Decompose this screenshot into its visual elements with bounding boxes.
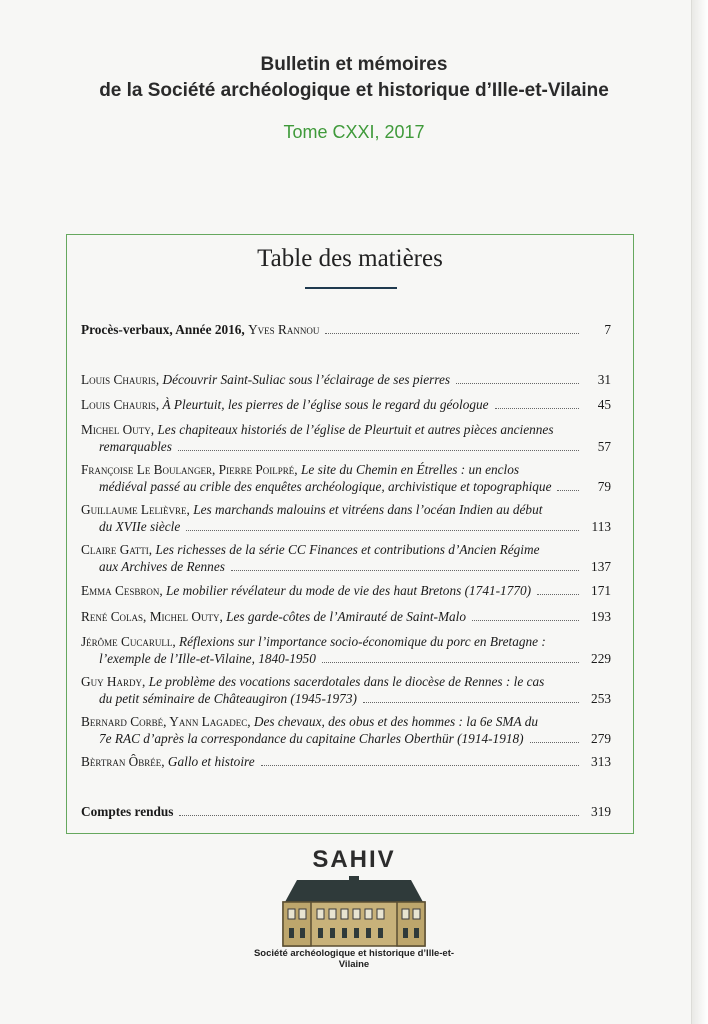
entry-title-cont: du petit séminaire de Châteaugiron (1945-1973) — [99, 691, 357, 706]
toc-entry — [81, 713, 611, 747]
entry-title-cont: du XVIIe siècle — [99, 519, 181, 534]
toc-entry-comptes-rendus — [81, 803, 611, 820]
entry-author: Bèrtran Ôbrée, — [81, 754, 165, 769]
leader-dots — [186, 529, 579, 531]
publication-header — [0, 52, 708, 143]
entry-title: Gallo et histoire — [167, 754, 255, 769]
leader-dots — [557, 489, 579, 491]
toc-entry — [81, 461, 611, 495]
leader-dots — [363, 701, 579, 703]
toc-entry — [81, 633, 611, 667]
leader-dots — [495, 407, 579, 409]
entry-author: Michel Outy, — [81, 422, 155, 437]
entry-author: Bernard Corbé, Yann Lagadec, — [81, 714, 251, 729]
entry-title: Le mobilier révélateur du mode de vie des haut Bretons (1741-1770) — [165, 583, 532, 598]
entry-page: 113 — [591, 519, 611, 534]
bulletin-title: Bulletin et mémoires — [260, 54, 448, 75]
sahiv-logo — [244, 846, 464, 976]
leader-dots — [231, 569, 579, 571]
leader-dots — [179, 814, 579, 816]
entry-page: 279 — [591, 731, 611, 746]
toc-entry — [81, 582, 611, 599]
entry-author: René Colas, Michel Outy, — [81, 609, 223, 624]
entry-author: Louis Chauris, — [81, 372, 160, 387]
entry-title-cont: aux Archives de Rennes — [99, 559, 225, 574]
entry-title-cont: l’exemple de l’Ille-et-Vilaine, 1840-1950 — [99, 651, 316, 666]
toc-entry — [81, 501, 611, 535]
entry-page: 79 — [597, 479, 611, 494]
entry-title: Découvrir Saint-Suliac sous l’éclairage de ses pierres — [162, 372, 451, 387]
leader-dots — [537, 593, 579, 595]
entry-page: 253 — [591, 691, 611, 706]
society-title: de la Société archéologique et historique d’Ille-et-Vilaine — [99, 80, 609, 101]
entry-title-cont: médiéval passé au crible des enquêtes archéologique, archivistique et topographique — [99, 479, 552, 494]
entry-title-cont: 7e RAC d’après la correspondance du capitaine Charles Oberthür (1914-1918) — [99, 731, 524, 746]
leader-dots — [472, 619, 579, 621]
toc-entry-proces-verbaux — [81, 321, 611, 338]
logo-subtitle: Société archéologique et historique d’Ille-et-Vilaine — [253, 948, 455, 970]
entry-title: Réflexions sur l’importance socio-économique du porc en Bretagne : — [179, 634, 546, 649]
toc-entry — [81, 753, 611, 770]
entry-author: Françoise Le Boulanger, Pierre Poilpré, — [81, 462, 298, 477]
entry-title: Les marchands malouins et vitréens dans l’océan Indien au début — [193, 502, 543, 517]
entry-title: Les richesses de la série CC Finances et contributions d’Ancien Régime — [155, 542, 540, 557]
tome-label: Tome CXXI, 2017 — [283, 122, 425, 142]
entry-page: 319 — [591, 804, 611, 819]
building-icon — [279, 876, 429, 948]
entry-title: Comptes rendus — [81, 804, 174, 819]
logo-wordmark: SAHIV — [312, 846, 396, 873]
toc-entry — [81, 371, 611, 388]
entry-title: Procès-verbaux, Année 2016, — [81, 322, 245, 337]
table-of-contents — [66, 234, 634, 834]
toc-entry — [81, 541, 611, 575]
title-rule — [305, 287, 397, 289]
entry-author: Guy Hardy, — [81, 674, 146, 689]
entry-title: À Pleurtuit, les pierres de l’église sous le regard du géologue — [162, 397, 489, 412]
entry-title: Le site du Chemin en Étrelles : un enclos — [300, 462, 520, 477]
entry-author: Louis Chauris, — [81, 397, 160, 412]
toc-entry — [81, 396, 611, 413]
leader-dots — [456, 382, 579, 384]
leader-dots — [261, 764, 579, 766]
entry-page: 313 — [591, 754, 611, 769]
leader-dots — [530, 741, 579, 743]
leader-dots — [178, 449, 579, 451]
page-edge — [691, 0, 708, 1024]
toc-entry — [81, 673, 611, 707]
entry-page: 45 — [597, 397, 611, 412]
entry-author: Yves Rannou — [248, 322, 320, 337]
entry-title: Le problème des vocations sacerdotales dans le diocèse de Rennes : le cas — [148, 674, 545, 689]
entry-page: 7 — [604, 322, 611, 337]
leader-dots — [325, 332, 579, 334]
entry-page: 171 — [591, 583, 611, 598]
entry-title: Les chapiteaux historiés de l’église de Pleurtuit et autres pièces anciennes — [157, 422, 554, 437]
entry-page: 229 — [591, 651, 611, 666]
entry-author: Claire Gatti, — [81, 542, 153, 557]
entry-author: Guillaume Lelièvre, — [81, 502, 190, 517]
entry-page: 31 — [597, 372, 611, 387]
entry-author: Jérôme Cucarull, — [81, 634, 176, 649]
entry-author: Emma Cesbron, — [81, 583, 163, 598]
entry-page: 57 — [597, 439, 611, 454]
toc-entry — [81, 421, 611, 455]
entry-title-cont: remarquables — [99, 439, 172, 454]
entry-page: 137 — [591, 559, 611, 574]
entry-title: Les garde-côtes de l’Amirauté de Saint-Malo — [226, 609, 467, 624]
leader-dots — [322, 661, 579, 663]
entry-page: 193 — [591, 609, 611, 624]
toc-title: Table des matières — [257, 245, 443, 272]
entry-title: Des chevaux, des obus et des hommes : la 6e SMA du — [253, 714, 539, 729]
toc-entry — [81, 608, 611, 625]
